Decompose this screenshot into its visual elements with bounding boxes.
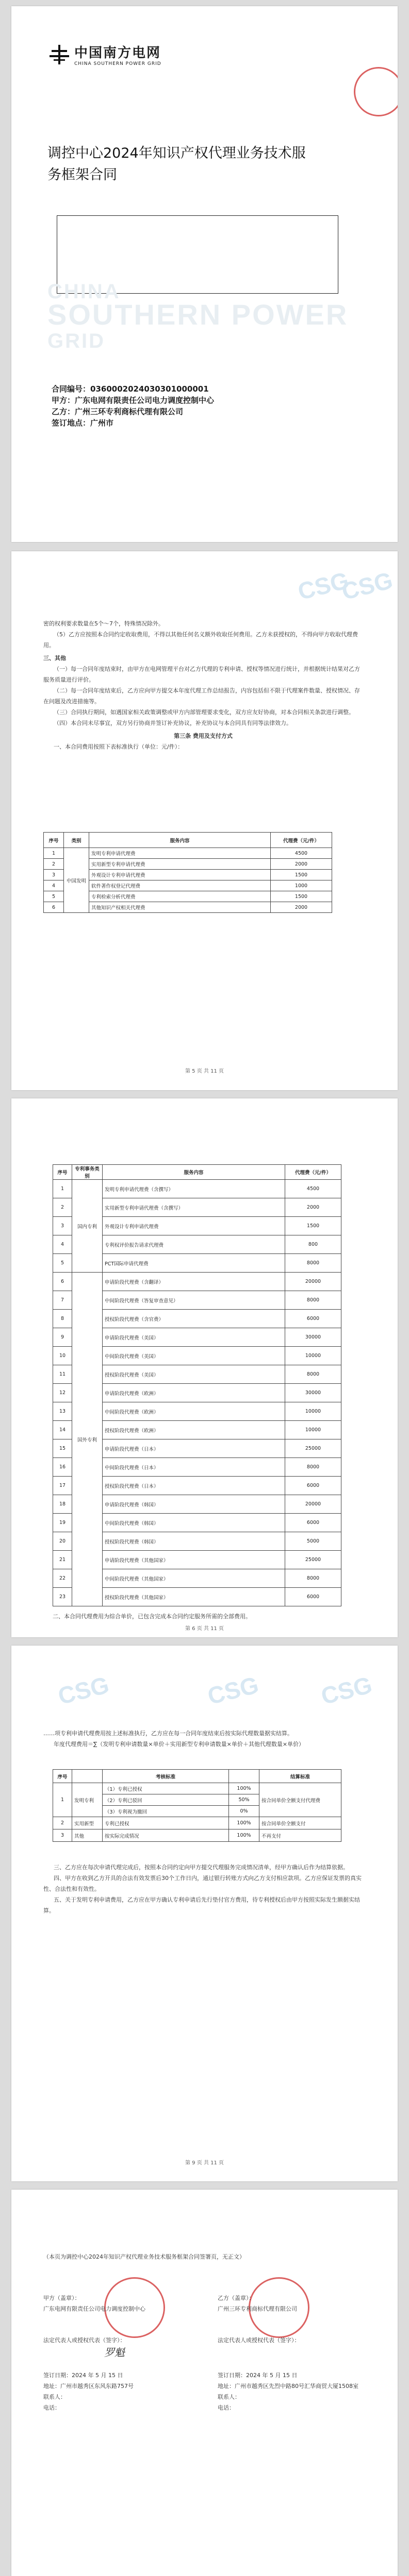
csg-watermark: CSG [339,566,396,605]
table-cell: 10 [53,1347,72,1365]
contract-number-line [52,383,214,395]
paragraph: （四）本合同未尽事宜，双方另行协商并签订补充协议，补充协议与本合同具有同等法律效力。 [54,720,292,726]
party-b-value: 广州三环专利商标代理有限公司 [75,407,184,416]
table-cell: 中间阶段代理费（欧洲） [103,1402,285,1421]
csg-watermark: CSG [55,1671,112,1710]
table-cell: 7 [53,1291,72,1310]
table-cell: 800 [285,1235,341,1254]
formula-text: 年度代理费用＝∑（发明专利申请数量×单价＋实用新型专利申请数量×单价＋其他代理数量×单价） [54,1741,305,1748]
paragraph: （5）乙方应按照本合同约定收取费用，不得以其他任何名义额外收取任何费用。乙方未获授权的，不得向甲方收取代理费用。 [43,631,358,649]
page-number: 第 9 页 共 11 页 [185,2160,224,2166]
csg-logo-icon [50,45,69,64]
table-header-row [44,833,332,848]
table-cell: 中间阶段代理费（其他国家） [103,1569,285,1588]
party-a-sign-block [43,2293,198,2346]
table-cell: 2000 [271,859,332,870]
table-row [53,1829,341,1842]
payment-terms [43,1862,368,1916]
paragraph: （二）每一合同年度结束后，乙方应向甲方提交本年度代理工作总结报告，内容包括但不限于代理案件数量、授权情况、存在问题及改进措施等。 [43,687,360,705]
table-cell: 中间阶段代理费（答复审查意见） [103,1291,285,1310]
table-cell: 发明专利申请代理费（含撰写） [103,1180,285,1198]
contract-page-5 [11,551,398,1090]
title-line-1: 调控中心2024年知识产权代理业务技术服 [47,145,306,161]
table-cell: 8000 [285,1365,341,1384]
table-cell: 专利检索分析代理费 [89,891,271,902]
party-a-label: 甲方： [52,396,75,405]
table-cell: 中间阶段代理费（韩国） [103,1514,285,1532]
table-cell: 13 [53,1402,72,1421]
table-cell: 30000 [285,1384,341,1402]
table-cell: 16 [53,1458,72,1477]
phone-label: 电话： [218,2404,235,2411]
table-cell: 授权阶段代理费（日本） [103,1477,285,1495]
signature-page [11,2190,398,2576]
table-cell: 6 [53,1273,72,1291]
table-cell: 2 [44,859,64,870]
logo-en-text: CHINA SOUTHERN POWER GRID [74,61,161,66]
contract-no-label: 合同编号： [52,384,91,394]
table-cell: 17 [53,1477,72,1495]
table-cell: 8 [53,1310,72,1328]
table-cell: 10000 [285,1347,341,1365]
contact-label: 联系人： [218,2394,240,2400]
table-cell: 1 [53,1180,72,1198]
table-cell: 5 [44,891,64,902]
csg-watermark: CSG [318,1671,375,1710]
table-cell: 不再支付 [259,1829,341,1842]
table-cell: 10000 [285,1402,341,1421]
page-number: 第 5 页 共 11 页 [185,1069,224,1074]
table-cell: 6000 [285,1477,341,1495]
party-b-label: 乙方： [52,407,75,416]
table-header-cell: 服务内容 [89,833,271,848]
party-a-value: 广东电网有限责任公司电力调度控制中心 [75,396,215,405]
party-b-line [52,406,214,417]
party-a-name: 广东电网有限责任公司电力调度控制中心 [43,2306,145,2312]
fee-note: 二、本合同代理费用为综合单价，已包含完成本合同约定服务所需的全部费用。 [53,1613,251,1620]
table-cell: 6000 [285,1514,341,1532]
paragraph: 四、甲方在收到乙方开具的合法有效发票后30个工作日内，通过银行转账方式向乙方支付相应款项。乙方应保证发票的真实性、合法性和有效性。 [43,1875,362,1892]
cover-page [11,6,398,542]
party-a-rep-label: 法定代表人或授权代表（签字）： [43,2337,126,2344]
table-cell: 申请阶段代理费（美国） [103,1328,285,1347]
table-cell: 50% [229,1794,259,1806]
paragraph: （一）每一合同年度结束时，由甲方在电网管理平台对乙方代理的专利申请、授权等情况进行统计，并根据统计结果对乙方服务质量进行评价。 [43,666,360,683]
table-cell: 发明专利申请代理费 [89,848,271,859]
bg-word-china: CHINA [47,280,121,303]
table-cell: 按合同单价全额支付代理费 [259,1783,341,1817]
address-a: 广州市越秀区东风东路757号 [60,2383,134,2389]
party-b-rep-label: 法定代表人或授权代表（签字）： [218,2337,300,2344]
table-cell: （3）专利视为撤回 [103,1806,229,1817]
sign-place-value: 广州市 [90,418,114,428]
table-cell: 国内专利 [72,1180,103,1273]
table-cell: 10000 [285,1421,341,1439]
paragraph: 五、关于发明专利申请费用，乙方应在甲方确认专利申请后先行垫付官方费用，待专利授权后由甲方按照实际发生额据实结算。 [43,1896,360,1914]
sign-place-line [52,417,214,429]
table-cell: 8000 [285,1291,341,1310]
party-b-name: 广州三环专利商标代理有限公司 [218,2306,297,2312]
contract-no-value: 0360002024030301000001 [90,384,209,394]
signature-intro: （本页为调控中心2024年知识产权代理业务技术服务框架合同签署页，无正文） [43,2253,245,2260]
contract-info-block [52,383,214,429]
table-cell: 授权阶段代理费（美国） [103,1365,285,1384]
table-cell: 2000 [271,902,332,913]
section-heading: 第三条 费用及支付方式 [174,733,233,739]
table-cell: 4500 [271,848,332,859]
party-a-sign-label: 甲方（盖章）： [43,2295,80,2301]
table-cell: 软件著作权登记代理费 [89,880,271,891]
table-cell: 19 [53,1514,72,1532]
table-cell: 6000 [285,1310,341,1328]
table-row [44,848,332,859]
table-cell: 2 [53,1817,72,1829]
table-header-row [53,1770,341,1783]
table-cell: 授权阶段代理费（其他国家） [103,1588,285,1606]
paragraph: 一、本合同费用按照下表标准执行（单位：元/件）： [54,743,184,750]
table-cell: 25000 [285,1439,341,1458]
table-cell: 20000 [285,1273,341,1291]
table-header-cell [72,1770,103,1783]
table-cell: 其他 [72,1829,103,1842]
contract-page-9 [11,1646,398,2181]
paragraph: （三）合同执行期间，如遇国家相关政策调整或甲方内部管理要求变化，双方应友好协商，对本合同相关条款进行调整。 [54,709,354,716]
fee-table [43,832,332,913]
table-cell: 2 [53,1198,72,1217]
table-cell: 其他知识产权相关代理费 [89,902,271,913]
address-label: 地址： [218,2383,235,2389]
table-cell: 2000 [285,1198,341,1217]
table-cell: 30000 [285,1328,341,1347]
section-heading: 三、其他 [43,655,66,662]
table-cell: PCT国际申请代理费 [103,1254,285,1273]
table-cell: 100% [229,1817,259,1829]
party-b-details [218,2370,383,2413]
address-b: 广州市越秀区先烈中路80号汇华商贸大厦1508室 [235,2383,358,2389]
party-a-line [52,395,214,406]
contact-label: 联系人： [43,2394,66,2400]
table-cell: 22 [53,1569,72,1588]
table-header-row [53,1165,341,1180]
table-cell: 授权阶段代理费（含官费） [103,1310,285,1328]
table-cell: 4500 [285,1180,341,1198]
table-cell: 实用新型 [72,1817,103,1829]
page-number: 第 6 页 共 11 页 [185,1626,224,1632]
paragraph: 密的权利要求数量在5个～7个，特殊情况除外。 [43,620,164,627]
table-cell: 12 [53,1384,72,1402]
table-cell: 15 [53,1439,72,1458]
date-b: 2024 年 5 月 15 日 [246,2372,298,2379]
table-header-cell: 服务内容 [103,1165,285,1180]
table-header-cell: 专利事务类别 [72,1165,103,1180]
settlement-intro [43,1728,368,1750]
title-line-2: 务框架合同 [47,167,117,183]
address-label: 地址： [43,2383,60,2389]
table-cell: 25000 [285,1551,341,1569]
table-cell: 按合同单价全额支付 [259,1817,341,1829]
fee-detail-table [53,1164,341,1606]
table-cell: 中间阶段代理费（美国） [103,1347,285,1365]
table-cell: 100% [229,1783,259,1794]
table-header-cell: 序号 [53,1165,72,1180]
table-cell: 4 [53,1235,72,1254]
table-cell: 8000 [285,1458,341,1477]
table-cell: 4 [44,880,64,891]
table-header-cell: 代理费（元/件） [285,1165,341,1180]
table-cell: 1000 [271,880,332,891]
table-header-cell: 序号 [44,833,64,848]
table-cell: 20000 [285,1495,341,1514]
table-cell: 外观设计专利申请代理费 [89,870,271,880]
table-header-cell: 结算标准 [259,1770,341,1783]
table-cell: 0% [229,1806,259,1817]
table-cell: 1500 [285,1217,341,1235]
table-cell: 申请阶段代理费（日本） [103,1439,285,1458]
table-header-cell [229,1770,259,1783]
table-cell: 3 [53,1829,72,1842]
table-cell: 1 [53,1783,72,1817]
table-cell: 专利权评价报告请求代理费 [103,1235,285,1254]
table-cell: 21 [53,1551,72,1569]
table-row [53,1817,341,1829]
table-cell: 100% [229,1829,259,1842]
table-cell: 9 [53,1328,72,1347]
table-cell: 申请阶段代理费（韩国） [103,1495,285,1514]
table-cell: 专利已授权 [103,1817,229,1829]
table-cell: 中间阶段代理费（日本） [103,1458,285,1477]
contract-page-6 [11,1098,398,1637]
phone-label: 电话： [43,2404,60,2411]
logo-cn-text: 中国南方电网 [74,45,161,61]
party-a-signature: 罗魁 [104,2346,125,2359]
party-a-details [43,2370,203,2413]
table-cell: （1）专利已授权 [103,1783,229,1794]
party-b-sign-block [218,2293,372,2346]
settlement-table [53,1769,341,1842]
table-cell: 5000 [285,1532,341,1551]
table-cell: 实用新型专利申请代理费 [89,859,271,870]
table-cell: 授权阶段代理费（欧洲） [103,1421,285,1439]
table-header-cell: 考核标准 [103,1770,229,1783]
table-cell: 11 [53,1365,72,1384]
sign-place-label: 签订地点： [52,418,91,428]
table-cell: 授权阶段代理费（韩国） [103,1532,285,1551]
date-label: 签订日期： [218,2372,246,2379]
table-cell: 申请阶段代理费（欧洲） [103,1384,285,1402]
table-header-cell: 序号 [53,1770,72,1783]
party-b-sign-label: 乙方（盖章）： [218,2295,255,2301]
table-cell: 5 [53,1254,72,1273]
table-cell: 18 [53,1495,72,1514]
red-seal [354,67,398,116]
table-cell: 3 [53,1217,72,1235]
table-cell: 23 [53,1588,72,1606]
table-header-cell: 代理费（元/件） [271,833,332,848]
table-cell: 8000 [285,1569,341,1588]
date-a: 2024 年 5 月 15 日 [72,2372,123,2379]
table-cell: 8000 [285,1254,341,1273]
table-header-cell: 类别 [64,833,89,848]
table-cell: 中国发明 [64,848,89,913]
table-row [53,1273,341,1291]
table-cell: 6000 [285,1588,341,1606]
csg-watermark: CSG [295,566,352,605]
table-cell: 1 [44,848,64,859]
table-row [53,1180,341,1198]
date-label: 签订日期： [43,2372,72,2379]
table-cell: 20 [53,1532,72,1551]
table-cell: 发明专利 [72,1783,103,1817]
table-cell: 3 [44,870,64,880]
paragraph: ……项专利申请代理费用按上述标准执行，乙方应在每一合同年度结束后按实际代理数量据实结算。 [43,1730,293,1737]
bg-word-southern-power: SOUTHERN POWER [47,298,349,331]
table-cell: （2）专利已驳回 [103,1794,229,1806]
table-cell: 申请阶段代理费（含翻译） [103,1273,285,1291]
table-cell: 6 [44,902,64,913]
company-logo [50,42,161,66]
contract-title [47,143,336,186]
table-cell: 1500 [271,891,332,902]
csg-watermark: CSG [205,1671,261,1710]
paragraph: 三、乙方应在每次申请代理完成后，按照本合同约定向甲方提交代理服务完成情况清单，经甲方确认后作为结算依据。 [54,1864,349,1871]
table-cell: 国外专利 [72,1273,103,1606]
body-text [43,618,363,752]
table-cell: 申请阶段代理费（其他国家） [103,1551,285,1569]
bg-word-grid: GRID [47,330,105,352]
table-cell: 外观设计专利申请代理费 [103,1217,285,1235]
table-row [53,1783,341,1794]
table-cell: 14 [53,1421,72,1439]
table-cell: 1500 [271,870,332,880]
table-cell: 按实际完成情况 [103,1829,229,1842]
table-cell: 实用新型专利申请代理费（含撰写） [103,1198,285,1217]
